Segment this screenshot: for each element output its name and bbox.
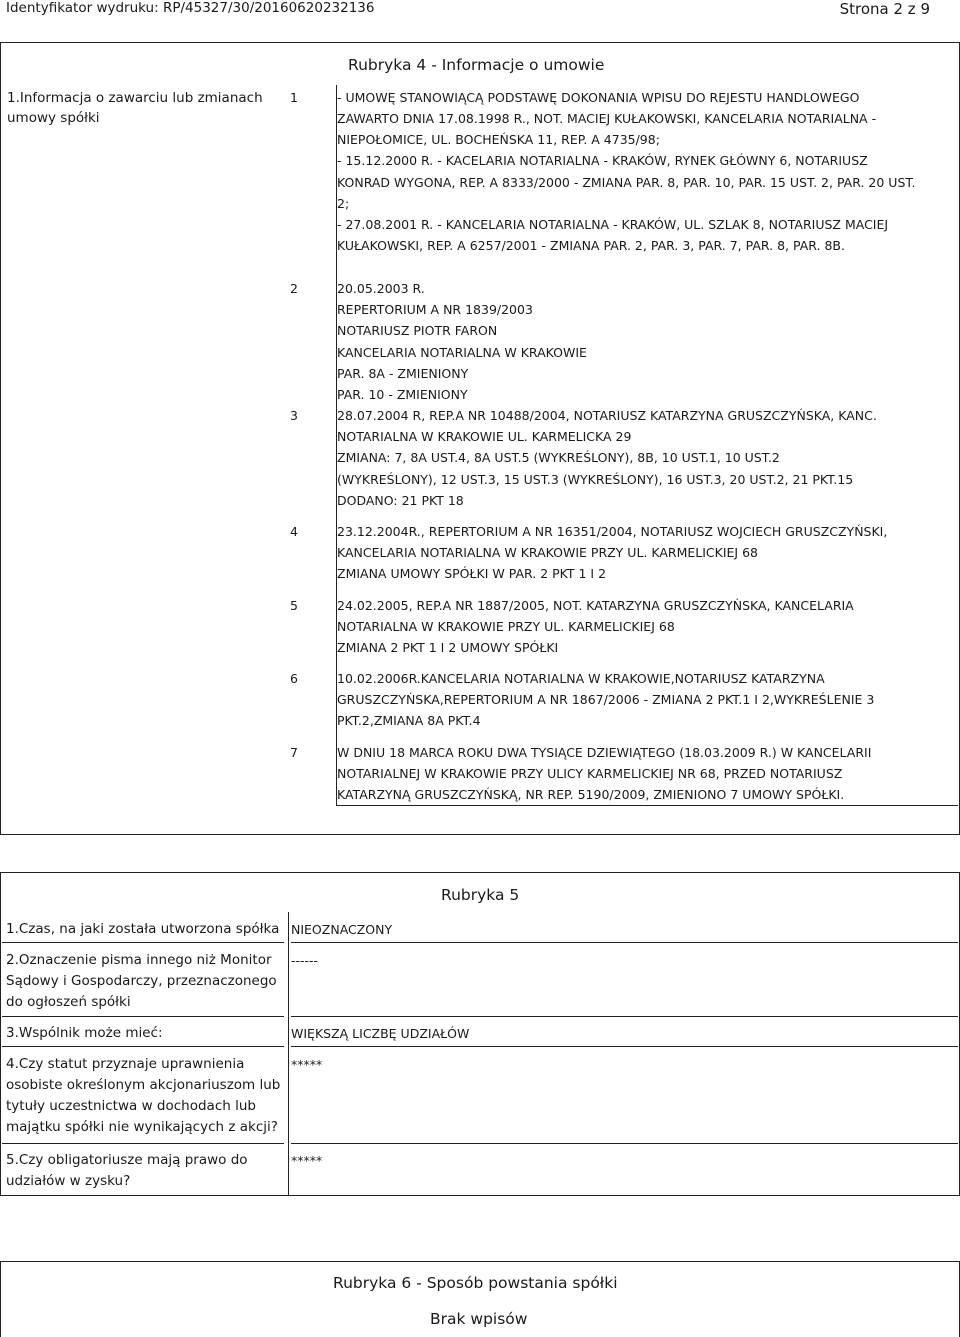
row-divider [2,1016,284,1017]
entry-line: PKT.2,ZMIANA 8A PKT.4 [337,713,481,729]
row-divider [2,1046,284,1047]
row-divider [291,942,958,943]
entry-text [337,742,925,806]
row-divider [291,1046,958,1047]
entry-number: 5 [290,598,298,613]
row-divider [291,1143,958,1144]
entry-text [337,521,925,585]
entry-line: NIEPOŁOMICE, UL. BOCHEŃSKA 11, REP. A 4735/98; [337,132,660,148]
entry-line: KATARZYNĄ GRUSZCZYŃSKĄ, NR REP. 5190/2009, ZMIENIONO 7 UMOWY SPÓŁKI. [337,787,845,803]
entry-number: 4 [290,524,298,539]
entry-line: DODANO: 21 PKT 18 [337,492,464,508]
entry-number: 1 [290,90,298,105]
entry-text [337,405,925,511]
entry-line: 28.07.2004 R, REP.A NR 10488/2004, NOTARIUSZ KATARZYNA GRUSZCZYŃSKA, KANC. [337,408,877,423]
entry-number: 2 [290,281,298,296]
empty-entries-text: Brak wpisów [430,1310,528,1328]
entry-line: ZAWARTO DNIA 17.08.1998 R., NOT. MACIEJ KUŁAKOWSKI, KANCELARIA NOTARIALNA - [337,111,877,126]
section-title: Rubryka 4 - Informacje o umowie [348,56,605,74]
entry-line: 24.02.2005, REP.A NR 1887/2005, NOT. KATARZYNA GRUSZCZYŃSKA, KANCELARIA [337,598,854,613]
section-title: Rubryka 5 [441,886,520,904]
entry-line: 2; [337,195,350,211]
entry-line: NOTARIALNEJ W KRAKOWIE PRZY ULICY KARMELICKIEJ NR 68, PRZED NOTARIUSZ [337,766,843,782]
entry-line: ZMIANA: 7, 8A UST.4, 8A UST.5 (WYKREŚLONY), 8B, 10 UST.1, 10 UST.2 [337,450,780,466]
entry-line: - 27.08.2001 R. - KANCELARIA NOTARIALNA - KRAKÓW, UL. SZLAK 8, NOTARIUSZ MACIEJ [337,217,889,233]
question-5: 5.Czy obligatoriusze mają prawo do udziałów w zysku? [6,1152,248,1189]
question-4: 4.Czy statut przyznaje uprawnienia osobiste określonym akcjonariuszom lub tytuły uczestnictwa w dochodach lub majątku spółki nie wynikających z akcji? [6,1056,281,1135]
column-divider [288,912,289,1196]
entry-line: PAR. 8A - ZMIENIONY [337,365,469,381]
entry-line: PAR. 10 - ZMIENIONY [337,387,468,403]
entry-line: 10.02.2006R.KANCELARIA NOTARIALNA W KRAKOWIE,NOTARIUSZ KATARZYNA [337,671,825,686]
answer-1: NIEOZNACZONY [291,922,393,937]
row-divider [291,1016,958,1017]
entry-line: W DNIU 18 MARCA ROKU DWA TYSIĄCE DZIEWIĄTEGO (18.03.2009 R.) W KANCELARII [337,745,872,760]
entry-line: NOTARIALNA W KRAKOWIE PRZY UL. KARMELICKIEJ 68 [337,619,675,635]
entry-line: GRUSZCZYŃSKA,REPERTORIUM A NR 1867/2006 - ZMIANA 2 PKT.1 I 2,WYKREŚLENIE 3 [337,692,875,708]
entry-line: KANCELARIA NOTARIALNA W KRAKOWIE PRZY UL. KARMELICKIEJ 68 [337,545,758,561]
entry-line: KUŁAKOWSKI, REP. A 6257/2001 - ZMIANA PAR. 2, PAR. 3, PAR. 7, PAR. 8, PAR. 8B. [337,238,845,254]
entry-text [337,668,925,732]
entry-line: NOTARIUSZ PIOTR FARON [337,323,498,339]
answer-4: ***** [291,1057,323,1072]
entry-line: KONRAD WYGONA, REP. A 8333/2000 - ZMIANA PAR. 8, PAR. 10, PAR. 15 UST. 2, PAR. 20 UST. [337,174,916,190]
row-divider [2,942,284,943]
question-2: 2.Oznaczenie pisma innego niż Monitor Sądowy i Gospodarczy, przeznaczonego do ogłoszeń spółki [6,952,277,1010]
field-label: 1.Informacja o zawarciu lub zmianach umowy spółki [7,90,263,126]
entry-line: - 15.12.2000 R. - KACELARIA NOTARIALNA - KRAKÓW, RYNEK GŁÓWNY 6, NOTARIUSZ [337,153,868,169]
entry-text [337,87,925,256]
entry-line: - UMOWĘ STANOWIĄCĄ PODSTAWĘ DOKONANIA WPISU DO REJESTU HANDLOWEGO [337,90,860,105]
answer-2: ------ [291,953,319,968]
answer-3: WIĘKSZĄ LICZBĘ UDZIAŁÓW [291,1026,470,1041]
question-1: 1.Czas, na jaki została utworzona spółka [6,921,280,937]
entry-line: REPERTORIUM A NR 1839/2003 [337,302,533,318]
entry-line: ZMIANA UMOWY SPÓŁKI W PAR. 2 PKT 1 I 2 [337,566,607,582]
entry-text [337,278,925,405]
entry-text [337,595,925,659]
entry-number: 6 [290,671,298,686]
entry-line: KANCELARIA NOTARIALNA W KRAKOWIE [337,344,587,360]
print-identifier: Identyfikator wydruku: RP/45327/30/20160620232136 [6,0,375,16]
question-3: 3.Wspólnik może mieć: [6,1025,163,1041]
page-number: Strona 2 z 9 [839,0,930,18]
entry-number: 7 [290,745,298,760]
entry-line: ZMIANA 2 PKT 1 I 2 UMOWY SPÓŁKI [337,640,559,656]
entry-line: (WYKREŚLONY), 12 UST.3, 15 UST.3 (WYKREŚLONY), 16 UST.3, 20 UST.2, 21 PKT.15 [337,471,854,487]
answer-5: ***** [291,1153,323,1168]
row-divider [2,1143,284,1144]
entry-line: 23.12.2004R., REPERTORIUM A NR 16351/2004, NOTARIUSZ WOJCIECH GRUSZCZYŃSKI, [337,524,888,539]
section-title: Rubryka 6 - Sposób powstania spółki [333,1274,618,1292]
entry-line: 20.05.2003 R. [337,281,425,296]
entry-number: 3 [290,408,298,423]
entry-line: NOTARIALNA W KRAKOWIE UL. KARMELICKA 29 [337,429,632,445]
